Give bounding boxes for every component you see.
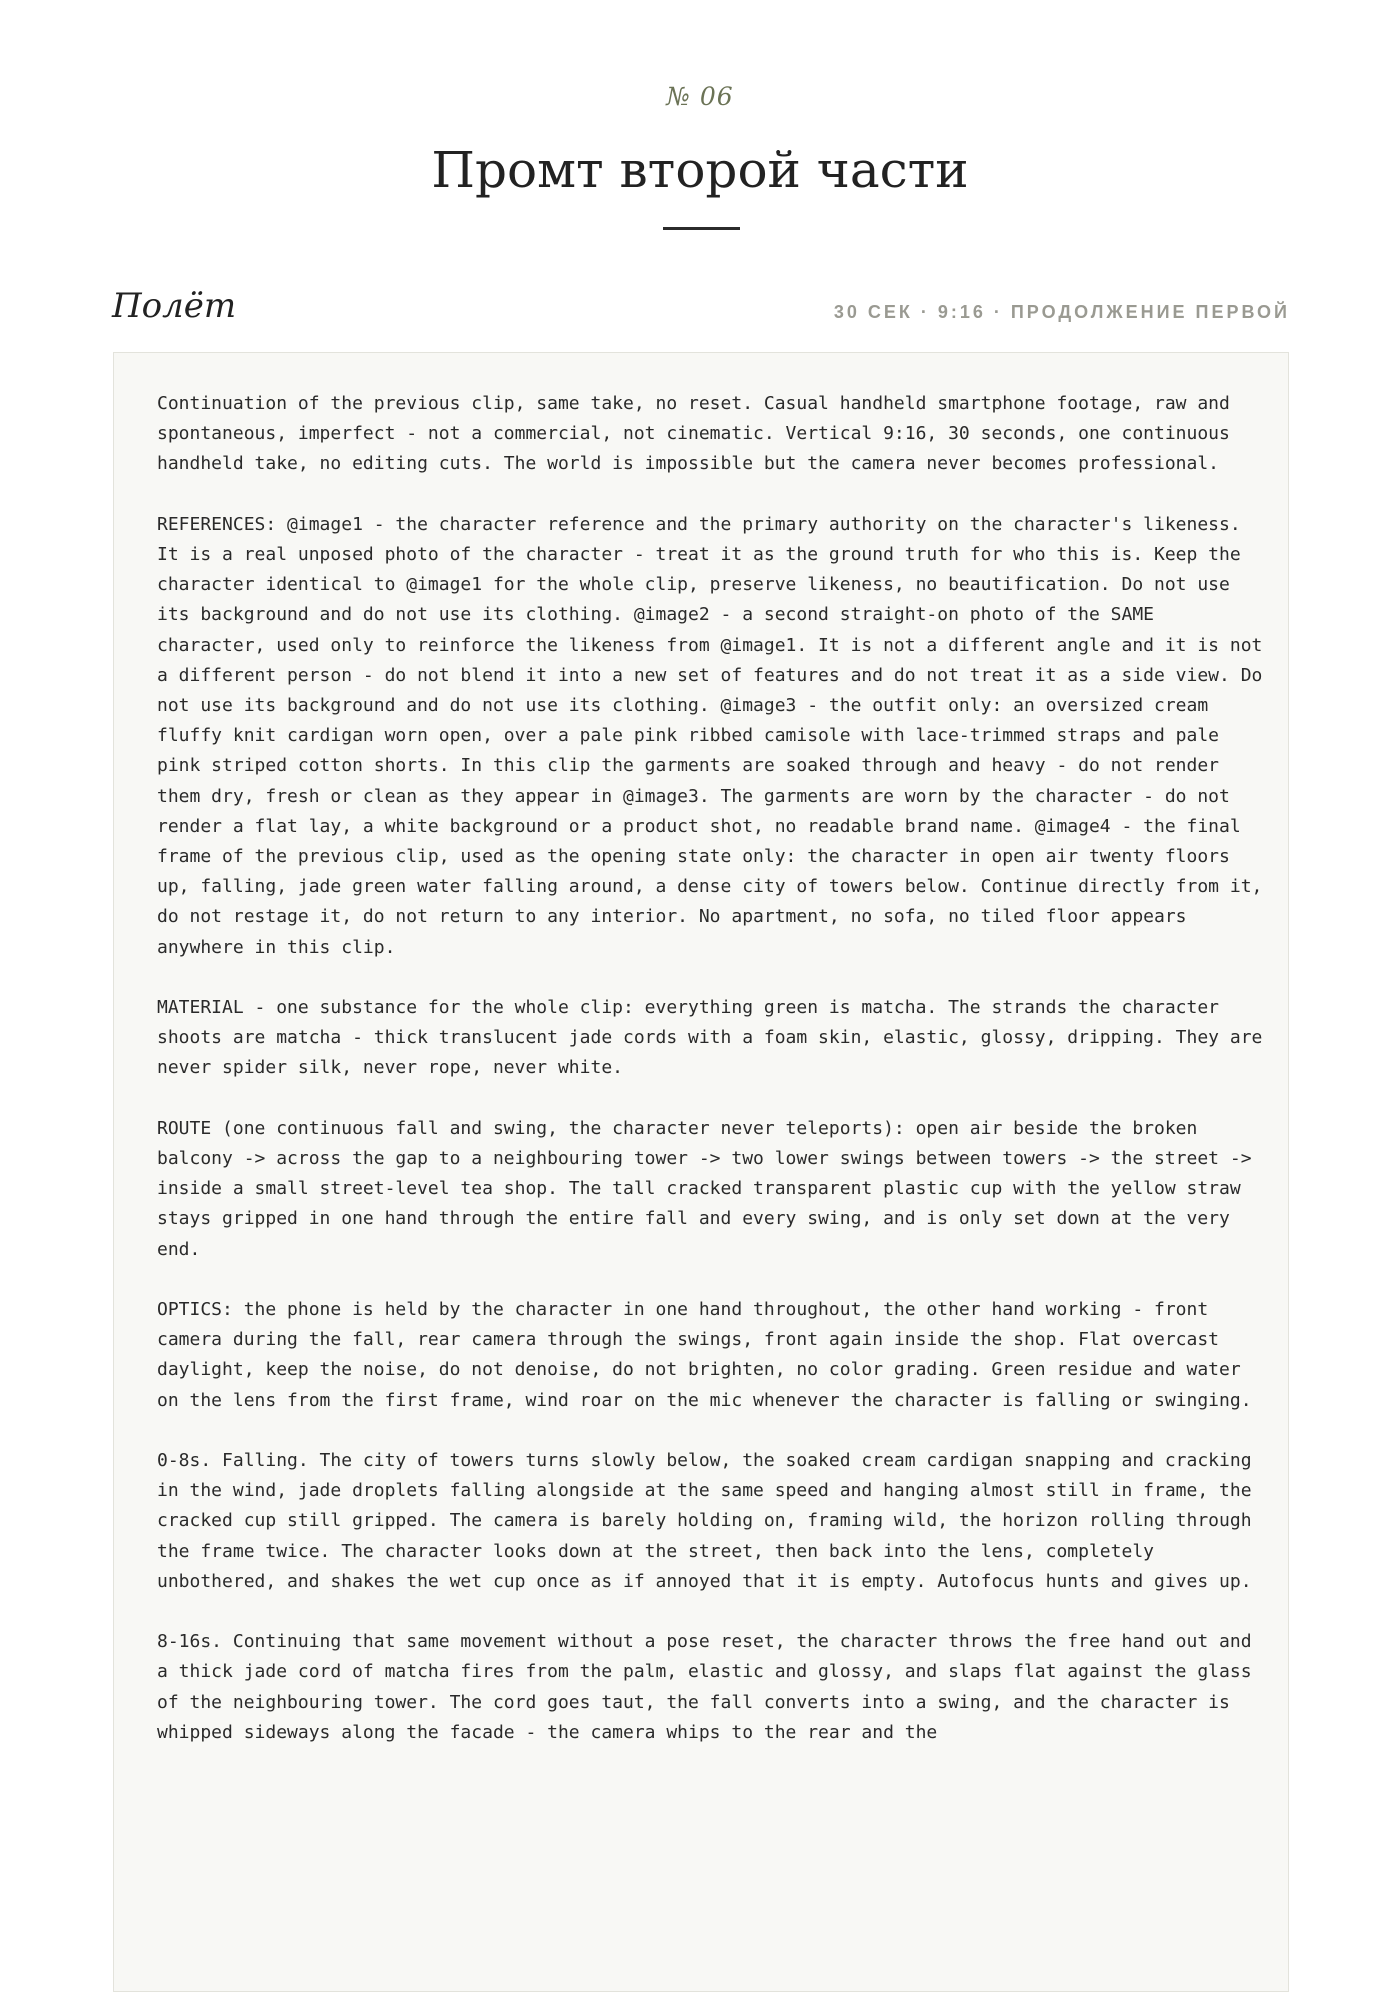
prompt-paragraph: 8-16s. Continuing that same movement without a pose reset, the character throws the free hand out and a thick jade cord of matcha fires from the palm, elastic and glossy, and slaps flat against the glass of the neighbouring tower. The cord goes taut, the fall converts into a swing, and the character is whipped sideways along the facade - the camera whips to the rear and the (157, 1631, 1252, 1743)
prompt-paragraph: REFERENCES: @image1 - the character reference and the primary authority on the character's likeness. It is a real unposed photo of the character - treat it as the ground truth for who this is. Keep the character identical to @image1 for the whole clip, preserve likeness, no beautification. Do not use its background and do not use its clothing. @image2 - a second straight-on photo of the SAME character, used only to reinforce the likeness from @image1. It is not a different angle and it is not a different person - do not blend it into a new set of features and do not treat it as a side view. Do not use its background and do not use its clothing. @image3 - the outfit only: an oversized cream fluffy knit cardigan worn open, over a pale pink ribbed camisole with lace-trimmed straps and pale pink striped cotton shorts. In this clip the garments are soaked through and heavy - do not render them dry, fresh or clean as they appear in @image3. The garments are worn by the character - do not render a flat lay, a white background or a product shot, no readable brand name. @image4 - the final frame of the previous clip, used as the opening state only: the character in open air twenty floors up, falling, jade green water falling around, a dense city of towers below. Continue directly from it, do not restage it, do not return to any interior. No apartment, no sofa, no tiled floor appears anywhere in this clip. (157, 513, 1263, 958)
section-meta: 30 СЕК · 9:16 · ПРОДОЛЖЕНИЕ ПЕРВОЙ (833, 302, 1290, 322)
prompt-paragraph: ROUTE (one continuous fall and swing, the character never teleports): open air beside the broken balcony -> across the gap to a neighbouring tower -> two lower swings between towers -> the street -> inside a small street-level tea shop. The tall cracked transparent plastic cup with the yellow straw stays gripped in one hand through the entire fall and every swing, and is only set down at the very end. (157, 1117, 1252, 1260)
document-number: № 06 (666, 82, 734, 111)
prompt-paragraph: MATERIAL - one substance for the whole clip: everything green is matcha. The strands the character shoots are matcha - thick translucent jade cords with a foam skin, elastic, glossy, dripping. They are never spider silk, never rope, never white. (157, 997, 1263, 1079)
prompt-paragraph: OPTICS: the phone is held by the character in one hand throughout, the other hand working - front camera during the fall, rear camera through the swings, front again inside the shop. Flat overcast daylight, keep the noise, do not denoise, do not brighten, no color grading. Green residue and water on the lens from the first frame, wind roar on the mic whenever the character is falling or swinging. (157, 1299, 1252, 1411)
section-title: Полёт (112, 286, 237, 326)
prompt-paragraph: 0-8s. Falling. The city of towers turns slowly below, the soaked cream cardigan snapping and cracking in the wind, jade droplets falling alongside at the same speed and hanging almost still in frame, the cracked cup still gripped. The camera is barely holding on, framing wild, the horizon rolling through the frame twice. The character looks down at the street, then back into the lens, completely unbothered, and shakes the wet cup once as if annoyed that it is empty. Autofocus hunts and gives up. (157, 1450, 1252, 1592)
prompt-text-box (113, 352, 1289, 1992)
page-title: Промт второй части (431, 141, 969, 199)
prompt-text (157, 389, 1267, 1778)
title-divider (663, 227, 740, 230)
prompt-paragraph: Continuation of the previous clip, same take, no reset. Casual handheld smartphone footage, raw and spontaneous, imperfect - not a commercial, not cinematic. Vertical 9:16, 30 seconds, one continuous handheld take, no editing cuts. The world is impossible but the camera never becomes professional. (157, 393, 1230, 475)
